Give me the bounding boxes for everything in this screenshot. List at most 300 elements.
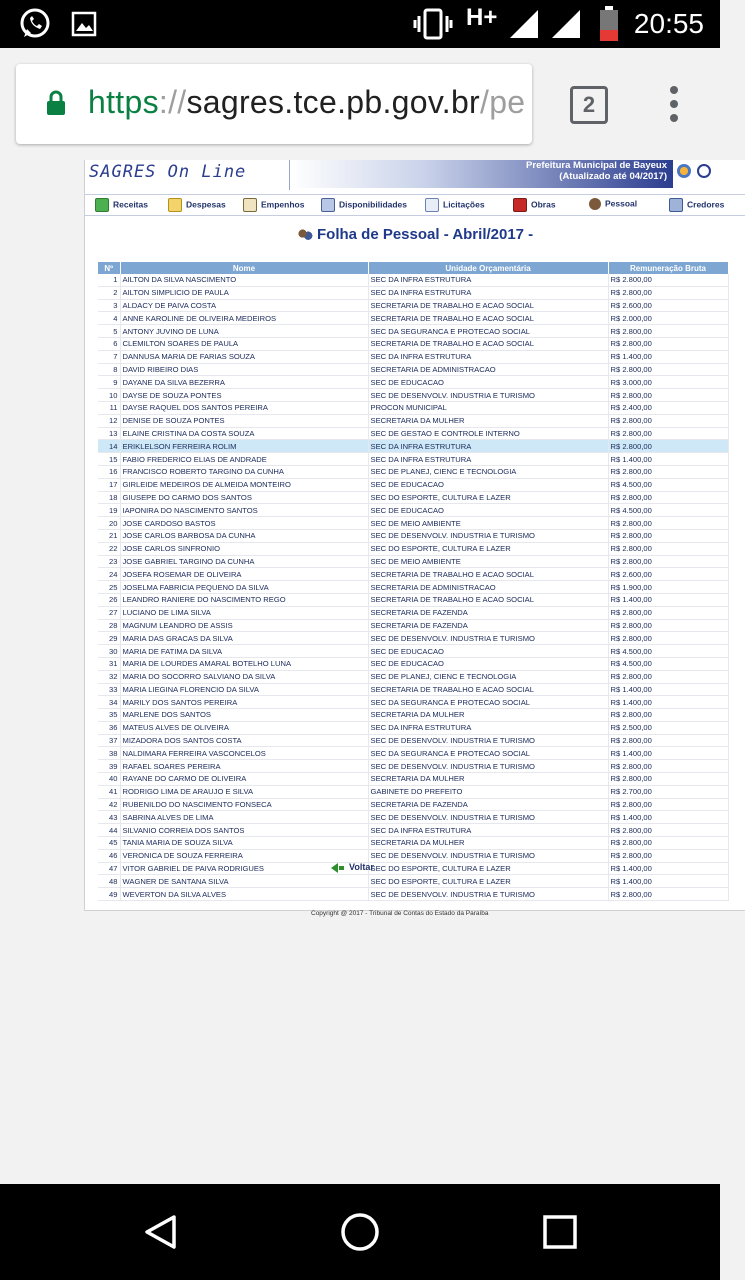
cell-numero: 19 [98, 504, 120, 517]
table-row[interactable] [98, 286, 728, 299]
green-arrow-icon [331, 863, 338, 873]
table-row[interactable] [98, 683, 728, 696]
menu-licitacoes[interactable] [425, 198, 485, 212]
cell-nome: DANNUSA MARIA DE FARIAS SOUZA [120, 350, 368, 363]
cell-remuneracao: R$ 1.900,00 [608, 581, 728, 594]
cell-numero: 21 [98, 529, 120, 542]
url-host: sagres.tce.pb.gov.br [186, 84, 481, 120]
web-viewport [0, 160, 725, 1184]
cell-unidade: SEC DO ESPORTE, CULTURA E LAZER [368, 875, 608, 888]
cell-remuneracao: R$ 2.800,00 [608, 491, 728, 504]
table-row[interactable] [98, 837, 728, 850]
cell-numero: 46 [98, 849, 120, 862]
cell-nome: GIUSEPE DO CARMO DOS SANTOS [120, 491, 368, 504]
signal-icon-1 [508, 8, 540, 40]
cell-numero: 5 [98, 325, 120, 338]
url-scheme: https [88, 84, 159, 120]
cell-remuneracao: R$ 1.400,00 [608, 453, 728, 466]
obras-icon [513, 198, 527, 212]
cell-nome: MARIA DAS GRACAS DA SILVA [120, 632, 368, 645]
sagres-logo[interactable]: SAGRES On Line [89, 162, 247, 182]
cell-nome: RAFAEL SOARES PEREIRA [120, 760, 368, 773]
cell-nome: ALDACY DE PAIVA COSTA [120, 299, 368, 312]
cell-unidade: SEC DA INFRA ESTRUTURA [368, 440, 608, 453]
cell-numero: 1 [98, 274, 120, 286]
table-row[interactable] [98, 849, 728, 862]
cell-unidade: SEC DE DESENVOLV. INDUSTRIA E TURISMO [368, 734, 608, 747]
cell-unidade: SEC DE DESENVOLV. INDUSTRIA E TURISMO [368, 888, 608, 901]
url-text[interactable] [88, 84, 525, 121]
cell-unidade: SECRETARIA DE TRABALHO E ACAO SOCIAL [368, 593, 608, 606]
gallery-icon [72, 12, 96, 36]
url-path: /pe [480, 84, 526, 120]
cell-numero: 45 [98, 837, 120, 850]
cell-unidade: SEC DE MEIO AMBIENTE [368, 517, 608, 530]
cell-numero: 17 [98, 478, 120, 491]
cell-numero: 2 [98, 286, 120, 299]
licitacoes-icon [425, 198, 439, 212]
cell-unidade: SECRETARIA DE ADMINISTRACAO [368, 581, 608, 594]
cell-numero: 25 [98, 581, 120, 594]
table-row[interactable] [98, 824, 728, 837]
back-icon[interactable] [142, 1214, 178, 1250]
table-row[interactable] [98, 504, 728, 517]
cell-remuneracao: R$ 4.500,00 [608, 645, 728, 658]
cell-nome: JOSE CARLOS SINFRONIO [120, 542, 368, 555]
cell-unidade: SEC DE PLANEJ, CIENC E TECNOLOGIA [368, 670, 608, 683]
cell-unidade: SECRETARIA DA MULHER [368, 837, 608, 850]
cell-numero: 47 [98, 862, 120, 875]
site-banner [85, 160, 745, 190]
cell-nome: TANIA MARIA DE SOUZA SILVA [120, 837, 368, 850]
system-nav-bar [0, 1184, 720, 1280]
cell-unidade: SEC DE EDUCACAO [368, 504, 608, 517]
cell-remuneracao: R$ 2.800,00 [608, 542, 728, 555]
cell-remuneracao: R$ 2.800,00 [608, 824, 728, 837]
menu-label: Empenhos [261, 199, 305, 210]
status-bar [0, 0, 720, 48]
cell-unidade: SEC DE GESTAO E CONTROLE INTERNO [368, 427, 608, 440]
menu-pessoal[interactable] [589, 198, 637, 210]
cell-remuneracao: R$ 2.800,00 [608, 465, 728, 478]
table-row[interactable] [98, 414, 728, 427]
cell-unidade: SECRETARIA DA MULHER [368, 709, 608, 722]
cell-unidade: SEC DE DESENVOLV. INDUSTRIA E TURISMO [368, 811, 608, 824]
table-row[interactable] [98, 401, 728, 414]
cell-numero: 26 [98, 593, 120, 606]
people-icon [297, 228, 313, 242]
cell-numero: 37 [98, 734, 120, 747]
cell-remuneracao: R$ 2.500,00 [608, 721, 728, 734]
cell-remuneracao: R$ 1.400,00 [608, 875, 728, 888]
table-row[interactable] [98, 888, 728, 901]
cell-nome: FRANCISCO ROBERTO TARGINO DA CUNHA [120, 465, 368, 478]
cell-nome: WEVERTON DA SILVA ALVES [120, 888, 368, 901]
cell-nome: MARIA DE FATIMA DA SILVA [120, 645, 368, 658]
cell-numero: 43 [98, 811, 120, 824]
cell-nome: MARIA DO SOCORRO SALVIANO DA SILVA [120, 670, 368, 683]
cell-nome: MARIA DE LOURDES AMARAL BOTELHO LUNA [120, 657, 368, 670]
browser-toolbar [0, 48, 720, 160]
main-menu [85, 194, 745, 216]
cell-unidade: SECRETARIA DA MULHER [368, 414, 608, 427]
table-row[interactable] [98, 568, 728, 581]
cell-nome: DAVID RIBEIRO DIAS [120, 363, 368, 376]
cell-unidade: SEC DE DESENVOLV. INDUSTRIA E TURISMO [368, 632, 608, 645]
menu-obras[interactable] [513, 198, 556, 212]
cell-numero: 36 [98, 721, 120, 734]
cell-unidade: GABINETE DO PREFEITO [368, 785, 608, 798]
cell-remuneracao: R$ 1.400,00 [608, 683, 728, 696]
table-body [98, 274, 728, 901]
cell-numero: 22 [98, 542, 120, 555]
cell-numero: 44 [98, 824, 120, 837]
cell-numero: 13 [98, 427, 120, 440]
banner-icons [677, 164, 717, 183]
cell-unidade: PROCON MUNICIPAL [368, 401, 608, 414]
title-text: Folha de Pessoal - Abril/2017 - [317, 226, 534, 243]
cell-remuneracao: R$ 2.800,00 [608, 849, 728, 862]
menu-label: Receitas [113, 199, 148, 210]
cell-numero: 35 [98, 709, 120, 722]
cell-nome: MIZADORA DOS SANTOS COSTA [120, 734, 368, 747]
cell-remuneracao: R$ 2.600,00 [608, 299, 728, 312]
cell-remuneracao: R$ 2.800,00 [608, 555, 728, 568]
cell-nome: SILVANIO CORREIA DOS SANTOS [120, 824, 368, 837]
cell-unidade: SEC DA INFRA ESTRUTURA [368, 453, 608, 466]
cell-remuneracao: R$ 2.800,00 [608, 734, 728, 747]
table-row[interactable] [98, 709, 728, 722]
banner-gradient [291, 160, 673, 188]
cell-unidade: SEC DA INFRA ESTRUTURA [368, 350, 608, 363]
menu-label: Despesas [186, 199, 226, 210]
cell-unidade: SEC DA INFRA ESTRUTURA [368, 274, 608, 286]
cell-unidade: SEC DE EDUCACAO [368, 478, 608, 491]
cell-nome: RODRIGO LIMA DE ARAUJO E SILVA [120, 785, 368, 798]
cell-numero: 7 [98, 350, 120, 363]
home-icon[interactable] [677, 164, 691, 178]
url-separator: :// [158, 84, 187, 120]
cell-remuneracao: R$ 1.400,00 [608, 811, 728, 824]
cell-remuneracao: R$ 1.400,00 [608, 862, 728, 875]
cell-numero: 11 [98, 401, 120, 414]
table-row[interactable] [98, 657, 728, 670]
table-row[interactable] [98, 593, 728, 606]
cell-nome: MARLENE DOS SANTOS [120, 709, 368, 722]
table-row[interactable] [98, 465, 728, 478]
table-row[interactable] [98, 773, 728, 786]
table-row[interactable] [98, 440, 728, 453]
cell-nome: DAYSE RAQUEL DOS SANTOS PEREIRA [120, 401, 368, 414]
cell-numero: 29 [98, 632, 120, 645]
menu-label: Pessoal [605, 198, 638, 209]
whatsapp-icon [18, 7, 52, 41]
cell-unidade: SEC DE DESENVOLV. INDUSTRIA E TURISMO [368, 760, 608, 773]
cell-nome: JOSE GABRIEL TARGINO DA CUNHA [120, 555, 368, 568]
tab-switcher-button[interactable]: 2 [570, 86, 608, 124]
cell-numero: 48 [98, 875, 120, 888]
cell-remuneracao: R$ 2.700,00 [608, 785, 728, 798]
cell-nome: SABRINA ALVES DE LIMA [120, 811, 368, 824]
cell-nome: DAYANE DA SILVA BEZERRA [120, 376, 368, 389]
table-row[interactable] [98, 517, 728, 530]
cell-remuneracao: R$ 2.000,00 [608, 312, 728, 325]
cell-numero: 40 [98, 773, 120, 786]
cell-remuneracao: R$ 2.800,00 [608, 773, 728, 786]
cell-unidade: SECRETARIA DE TRABALHO E ACAO SOCIAL [368, 683, 608, 696]
table-row[interactable] [98, 529, 728, 542]
table-row[interactable] [98, 299, 728, 312]
cell-nome: NALDIMARA FERREIRA VASCONCELOS [120, 747, 368, 760]
cell-nome: JOSE CARDOSO BASTOS [120, 517, 368, 530]
col-header-unidade[interactable]: Unidade Orçamentária [368, 262, 608, 274]
help-icon[interactable] [697, 164, 711, 178]
cell-remuneracao: R$ 2.800,00 [608, 414, 728, 427]
cell-unidade: SEC DA INFRA ESTRUTURA [368, 824, 608, 837]
menu-label: Obras [531, 199, 556, 210]
cell-numero: 18 [98, 491, 120, 504]
cell-numero: 42 [98, 798, 120, 811]
menu-label: Disponibilidades [339, 199, 408, 210]
table-row[interactable] [98, 542, 728, 555]
recents-icon[interactable] [542, 1214, 578, 1250]
table-row[interactable] [98, 696, 728, 709]
table-row[interactable] [98, 581, 728, 594]
cell-nome: ANTONY JUVINO DE LUNA [120, 325, 368, 338]
prefeitura-name: Prefeitura Municipal de Bayeux [526, 160, 667, 171]
cell-numero: 15 [98, 453, 120, 466]
cell-nome: AILTON DA SILVA NASCIMENTO [120, 274, 368, 286]
table-header-row [98, 262, 728, 274]
table-row[interactable] [98, 363, 728, 376]
despesas-icon [168, 198, 182, 212]
table-row[interactable] [98, 785, 728, 798]
table-row[interactable] [98, 427, 728, 440]
page-title [297, 226, 533, 243]
cell-remuneracao: R$ 2.800,00 [608, 517, 728, 530]
cell-unidade: SEC DE PLANEJ, CIENC E TECNOLOGIA [368, 465, 608, 478]
table-row[interactable] [98, 760, 728, 773]
cell-remuneracao: R$ 2.800,00 [608, 619, 728, 632]
cell-unidade: SECRETARIA DE TRABALHO E ACAO SOCIAL [368, 337, 608, 350]
back-label: Voltar [349, 862, 374, 872]
cell-unidade: SEC DA INFRA ESTRUTURA [368, 721, 608, 734]
col-header-remuneracao[interactable]: Remuneração Bruta [608, 262, 728, 274]
clock: 20:55 [633, 8, 704, 39]
table-row[interactable] [98, 811, 728, 824]
table-row[interactable] [98, 478, 728, 491]
cell-remuneracao: R$ 2.800,00 [608, 337, 728, 350]
cell-nome: GIRLEIDE MEDEIROS DE ALMEIDA MONTEIRO [120, 478, 368, 491]
signal-icon-2 [550, 8, 582, 40]
cell-nome: IAPONIRA DO NASCIMENTO SANTOS [120, 504, 368, 517]
cell-numero: 31 [98, 657, 120, 670]
cell-nome: DAYSE DE SOUZA PONTES [120, 389, 368, 402]
cell-numero: 30 [98, 645, 120, 658]
table-row[interactable] [98, 721, 728, 734]
cell-nome: MARIA LIEGINA FLORENCIO DA SILVA [120, 683, 368, 696]
overflow-menu-icon[interactable] [668, 86, 680, 122]
table-row[interactable] [98, 606, 728, 619]
menu-label: Licitações [443, 199, 485, 210]
table-row[interactable] [98, 389, 728, 402]
cell-unidade: SEC DO ESPORTE, CULTURA E LAZER [368, 862, 608, 875]
cell-unidade: SECRETARIA DE FAZENDA [368, 619, 608, 632]
cell-numero: 4 [98, 312, 120, 325]
cell-remuneracao: R$ 2.800,00 [608, 760, 728, 773]
cell-numero: 9 [98, 376, 120, 389]
cell-nome: FABIO FREDERICO ELIAS DE ANDRADE [120, 453, 368, 466]
menu-label: Credores [687, 199, 725, 210]
cell-numero: 27 [98, 606, 120, 619]
cell-remuneracao: R$ 2.800,00 [608, 670, 728, 683]
cell-remuneracao: R$ 2.800,00 [608, 427, 728, 440]
table-row[interactable] [98, 350, 728, 363]
cell-numero: 38 [98, 747, 120, 760]
cell-numero: 23 [98, 555, 120, 568]
disponibilidades-icon [321, 198, 335, 212]
cell-numero: 8 [98, 363, 120, 376]
cell-remuneracao: R$ 2.400,00 [608, 401, 728, 414]
cell-unidade: SEC DE EDUCACAO [368, 376, 608, 389]
cell-remuneracao: R$ 1.400,00 [608, 747, 728, 760]
cell-numero: 3 [98, 299, 120, 312]
cell-numero: 14 [98, 440, 120, 453]
table-row[interactable] [98, 337, 728, 350]
cell-nome: RAYANE DO CARMO DE OLIVEIRA [120, 773, 368, 786]
cell-remuneracao: R$ 2.800,00 [608, 286, 728, 299]
cell-nome: CLEMILTON SOARES DE PAULA [120, 337, 368, 350]
cell-unidade: SEC DE DESENVOLV. INDUSTRIA E TURISMO [368, 849, 608, 862]
cell-nome: VITOR GABRIEL DE PAIVA RODRIGUES [120, 862, 368, 875]
cell-nome: ELAINE CRISTINA DA COSTA SOUZA [120, 427, 368, 440]
cell-numero: 20 [98, 517, 120, 530]
cell-remuneracao: R$ 2.800,00 [608, 325, 728, 338]
table-row[interactable] [98, 619, 728, 632]
lock-icon [46, 90, 66, 116]
table-row[interactable] [98, 325, 728, 338]
cell-unidade: SEC DA SEGURANCA E PROTECAO SOCIAL [368, 696, 608, 709]
cell-remuneracao: R$ 2.800,00 [608, 363, 728, 376]
cell-nome: ERIKLELSON FERREIRA ROLIM [120, 440, 368, 453]
table-row[interactable] [98, 376, 728, 389]
cell-nome: WAGNER DE SANTANA SILVA [120, 875, 368, 888]
table-row[interactable] [98, 747, 728, 760]
cell-remuneracao: R$ 3.000,00 [608, 376, 728, 389]
table-row[interactable] [98, 670, 728, 683]
credores-icon [669, 198, 683, 212]
cell-nome: ANNE KAROLINE DE OLIVEIRA MEDEIROS [120, 312, 368, 325]
col-header-nome[interactable]: Nome [120, 262, 368, 274]
menu-despesas[interactable] [168, 198, 226, 212]
receitas-icon [95, 198, 109, 212]
sagres-page [84, 160, 745, 911]
cell-numero: 49 [98, 888, 120, 901]
cell-numero: 28 [98, 619, 120, 632]
table-row[interactable] [98, 798, 728, 811]
cell-numero: 33 [98, 683, 120, 696]
cell-nome: RUBENILDO DO NASCIMENTO FONSECA [120, 798, 368, 811]
updated-until: (Atualizado até 04/2017) [559, 171, 667, 182]
cell-remuneracao: R$ 2.800,00 [608, 709, 728, 722]
table-row[interactable] [98, 491, 728, 504]
table-row[interactable] [98, 453, 728, 466]
cell-unidade: SEC DA SEGURANCA E PROTECAO SOCIAL [368, 325, 608, 338]
cell-nome: LEANDRO RANIERE DO NASCIMENTO REGO [120, 593, 368, 606]
cell-nome: JOSEFA ROSEMAR DE OLIVEIRA [120, 568, 368, 581]
table-row[interactable] [98, 645, 728, 658]
cell-nome: DENISE DE SOUZA PONTES [120, 414, 368, 427]
banner-divider [289, 160, 290, 190]
table-row[interactable] [98, 555, 728, 568]
cell-remuneracao: R$ 4.500,00 [608, 478, 728, 491]
cell-unidade: SECRETARIA DE TRABALHO E ACAO SOCIAL [368, 299, 608, 312]
cell-unidade: SECRETARIA DE FAZENDA [368, 606, 608, 619]
menu-credores[interactable] [669, 198, 724, 212]
cell-remuneracao: R$ 2.800,00 [608, 389, 728, 402]
table-row[interactable] [98, 734, 728, 747]
cell-nome: JOSELMA FABRICIA PEQUENO DA SILVA [120, 581, 368, 594]
cell-unidade: SECRETARIA DE FAZENDA [368, 798, 608, 811]
cell-nome: JOSE CARLOS BARBOSA DA CUNHA [120, 529, 368, 542]
cell-remuneracao: R$ 4.500,00 [608, 504, 728, 517]
menu-disponibilidades[interactable] [321, 198, 407, 212]
cell-numero: 16 [98, 465, 120, 478]
cell-unidade: SEC DE DESENVOLV. INDUSTRIA E TURISMO [368, 389, 608, 402]
table-row[interactable] [98, 875, 728, 888]
pessoal-icon [589, 198, 601, 210]
table-row[interactable] [98, 632, 728, 645]
cell-remuneracao: R$ 2.800,00 [608, 888, 728, 901]
cell-remuneracao: R$ 2.800,00 [608, 529, 728, 542]
cell-remuneracao: R$ 1.400,00 [608, 350, 728, 363]
cell-unidade: SECRETARIA DE TRABALHO E ACAO SOCIAL [368, 312, 608, 325]
cell-unidade: SECRETARIA DE TRABALHO E ACAO SOCIAL [368, 568, 608, 581]
cell-numero: 10 [98, 389, 120, 402]
cell-unidade: SEC DO ESPORTE, CULTURA E LAZER [368, 542, 608, 555]
cell-remuneracao: R$ 1.400,00 [608, 696, 728, 709]
cell-unidade: SECRETARIA DA MULHER [368, 773, 608, 786]
home-button-icon[interactable] [340, 1212, 380, 1252]
cell-nome: LUCIANO DE LIMA SILVA [120, 606, 368, 619]
cell-unidade: SEC DA INFRA ESTRUTURA [368, 286, 608, 299]
battery-icon [598, 6, 620, 42]
cell-unidade: SEC DE MEIO AMBIENTE [368, 555, 608, 568]
col-header-numero[interactable]: Nº [98, 262, 120, 274]
vibrate-icon [414, 8, 452, 40]
cell-remuneracao: R$ 2.800,00 [608, 632, 728, 645]
menu-receitas[interactable] [95, 198, 148, 212]
cell-numero: 6 [98, 337, 120, 350]
cell-numero: 24 [98, 568, 120, 581]
table-row[interactable] [98, 312, 728, 325]
cell-unidade: SEC DE DESENVOLV. INDUSTRIA E TURISMO [368, 529, 608, 542]
cell-unidade: SEC DE EDUCACAO [368, 645, 608, 658]
menu-empenhos[interactable] [243, 198, 304, 212]
table-row[interactable] [98, 862, 728, 875]
cell-unidade: SECRETARIA DE ADMINISTRACAO [368, 363, 608, 376]
cell-nome: MARILY DOS SANTOS PEREIRA [120, 696, 368, 709]
cell-nome: VERONICA DE SOUZA FERREIRA [120, 849, 368, 862]
cell-numero: 34 [98, 696, 120, 709]
back-link[interactable] [326, 862, 374, 873]
cell-unidade: SEC DO ESPORTE, CULTURA E LAZER [368, 491, 608, 504]
table-row[interactable] [98, 274, 728, 286]
address-bar[interactable] [16, 64, 532, 144]
cell-remuneracao: R$ 2.800,00 [608, 440, 728, 453]
cell-nome: AILTON SIMPLICIO DE PAULA [120, 286, 368, 299]
cell-remuneracao: R$ 2.800,00 [608, 274, 728, 286]
